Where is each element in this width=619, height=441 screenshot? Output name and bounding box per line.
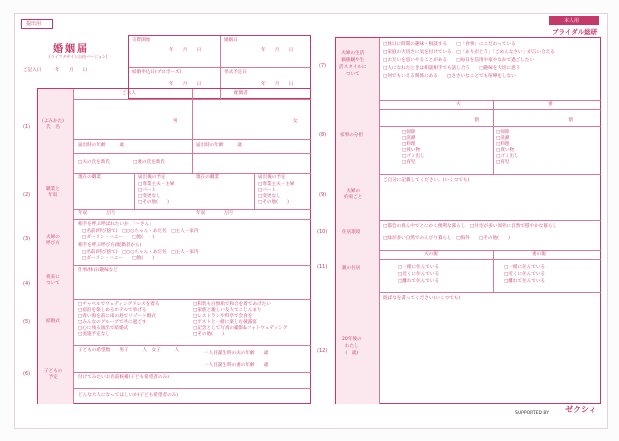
submit-tag [21,19,53,29]
meet-date-value[interactable]: 年 月 日 [169,48,202,53]
brand-logo: ブライダル総研 [552,28,598,36]
left-table: (よみかた) 氏 名 ご本人 配偶者 男 女 届出時の年齢 歳 届出時の年齢 歳 □夫の氏を新氏 □妻の氏を新氏 職業と 年収 現在の職業 届出後の予定 □専業主夫・主婦 □パート □変更なし □その他( ) 現在の職業 届出後の予定 □専業主夫・主婦 □パート □変更なし □その他( ) 年収 万円 年収 万円 夫婦の 呼び方 相手を呼ぶ呼ばれたいか 「～さん」 □名前(呼び捨て) □○○ちゃん・あだ名 □主人・家内 □ダーリン・ハニー □他( ) 相手を呼ぶ呼び方(配偶者から) □名前(呼び捨て) □○○ちゃん・あだ名 □主人・家内 □ダーリン・ハニー □他( ) 将来に ついて 仕事/休日/趣味など 結婚式 □チャペルでウェディングドレスを着る □宿泊を楽しめるホテルで挙げる □青い海を前に南の島でリゾート婚式 □みんなのグループで共に過ごす □心に残る演出で結婚式 □実施予定なし □和装も白無垢で和合を着てあげたい □家族と親しい友人でこじんまり □レストランや料亭で会食を □ゲストと一緒に楽しむ披露宴 □記念として写真の撮影&フォトウェディング □その他( ) 子どもの 予定 子どもの希望数 男子 人 女子 人 一人目誕生時の夫の年齢 歳 一人目誕生時の妻の年齢 歳 付けてみたいお名前候補(子ども希望者のみ) どんな大人になってほしいか(子ども希望者のみ) [37,88,311,404]
submit-tag-text: 提出用 [26,21,42,27]
marriage-form-sheet: 提出用 婚姻届 (ライフデザイン自由バージョン) ご記入日 年 月 日 交際開始 年 月 日 婚姻日 年 月 日 結婚申込日(プロポーズ) 年 月 日 挙式予定日 年 月 日 (よみかた) 氏 名 ご本人 配偶者 男 女 届出時の年齢 歳 届出時の年齢 歳 □夫の氏を新氏 □妻の氏を新氏 職業と 年収 現在の職業 届出後の予定 □専業主夫・主婦 □パート □変更なし □その他( ) 現在の職業 届出後の予定 □専業主夫・主婦 □パート □変更なし □その他( ) 年収 万円 年収 万円 夫婦の 呼び方 相手を呼ぶ呼ばれたいか 「～さん」 □名前(呼び捨て) □○○ちゃん・あだ名 □主人・家内 □ダーリン・ハニー □他( ) 相手を呼ぶ呼び方(配偶者から) □名前(呼び捨て) □○○ちゃん・あだ名 □主人・家内 □ダーリン・ハニー □他( ) 将来に ついて 仕事/休日/趣味など 結婚式 □チャペルでウェディングドレスを着る □宿泊を楽しめるホテルで挙げる □青い海を前に南の島でリゾート婚式 □みんなのグループで共に過ごす □心に残る演出で結婚式 □実施予定なし □和装も白無垢で和合を着てあげたい □家族と親しい友人でこじんまり □レストランや料亭で会食を □ゲストと一緒に楽しむ披露宴 □記念として写真の撮影&フォトウェディング □その他( ) 子どもの 予定 子どもの希望数 男子 人 女子 人 一人目誕生時の夫の年齢 歳 一人目誕生時の妻の年齢 歳 付けてみたいお名前候補(子ども希望者のみ) どんな大人になってほしいか(子ども希望者のみ) (1) (2) (3) (4) (5) (6) 本人用 ブライダル総研 夫婦の生活 価値観や生 活スタイルに ついて □休日に時間の趣味・相談する □「食事」にこだわっている □家庭の大切さに気を付けている □「ありがとう」「ごめんなさい」が言い合える □お互いを思いやることがある □毎日を信用や家やなかで過ごしたい □人になれたときは相談相手でも話し合う □趣味を大切に思う □何でもいえる関係にある □ささいなことでも喧嘩をしない 家事の分担 夫 妻 割 割 □掃除 □洗濯 □料理 □買い物 □ゴミ出し □育児 □掃除 □洗濯 □料理 □買い物 □ゴミ出し □育児 夫婦の 約束ごと ご自分に記載してください。(いくつでも) 住居環境 □都会の真ん中でとにかく便利な暮らし □住宅が多い郊外に自然で穏やかな暮らし □緑が多い自然でのんびり暮らし □海外 □その他( ) 親の住居 夫の親 妻の親 □一緒に住んでいる □近くに住んでいる □離れて住んでいる □一緒に住んでいる □近くに住んでいる □離れて住んでいる 20年後の わたし ( 歳) 既ばなを書ってください(いくつでも) (7) (8) (9) (10) (11) (12) SUPPORTED BY ゼクシィ [14,13,608,429]
check-wife-name[interactable]: □妻の氏を新氏 [133,160,165,165]
row3-label: 夫婦の 呼び方 [38,219,74,265]
wife-job-label: 現在の職業 [196,175,219,180]
row9-label: 夫婦の 約束ごと [336,174,380,220]
honnin-tag: 本人用 [549,16,599,25]
row8-label: 家事の分担 [336,100,380,174]
row4-label: 将来に ついて [38,265,74,299]
wife-header: 配偶者 [234,91,248,96]
doc-subtitle: (ライフデザイン自由バージョン) [49,54,108,59]
supported-by: SUPPORTED BY [515,411,549,416]
ceremony-label: 挙式予定日 [224,70,247,75]
row11-label: 親の住居 [336,250,380,292]
meet-date-label: 交際開始 [132,38,151,43]
gender-m: 男 [173,119,178,124]
sponsor-logo: ゼクシィ [565,405,597,414]
row6-label: 子どもの 予定 [38,345,74,404]
husband-header: ご本人 [122,91,136,96]
wedding-date-label: 婚姻日 [224,38,238,43]
gender-f: 女 [293,119,298,124]
promise-text[interactable]: ご自分に記載してください。(いくつでも) [383,178,470,183]
doc-title: 婚姻届 [53,44,89,55]
check-husband-name[interactable]: □夫の氏を新氏 [78,160,110,165]
row12-label: 20年後の わたし ( 歳) [336,292,380,404]
row5-label: 結婚式 [38,299,74,345]
wife-age[interactable]: 届出時の年齢 歳 [196,143,242,148]
husband-future-label: 届出後の予定 [138,175,166,180]
housework-husband: 夫 [456,102,461,107]
husband-age[interactable]: 届出時の年齢 歳 [78,143,124,148]
submit-date: ご記入日 年 月 日 [23,68,88,73]
row10-label: 住居環境 [336,220,380,250]
propose-label: 結婚申込日(プロポーズ) [132,70,182,75]
husband-job-label: 現在の職業 [78,175,101,180]
wife-income[interactable]: 年収 万円 [196,211,233,216]
future-text[interactable]: 仕事/休日/趣味など [78,268,118,273]
husband-income[interactable]: 年収 万円 [78,211,115,216]
ceremony-date-value[interactable]: 年 月 日 [261,82,294,87]
future-self-text[interactable]: 既ばなを書ってください(いくつでも) [383,296,461,301]
row7-label: 夫婦の生活 価値観や生 活スタイルに ついて [336,38,380,100]
right-table: 夫婦の生活 価値観や生 活スタイルに ついて □休日に時間の趣味・相談する □「食事」にこだわっている □家庭の大切さに気を付けている □「ありがとう」「ごめんなさい」が言い合える □お互いを思いやることがある □毎日を信用や家やなかで過ごしたい □人になれたときは相談相手でも話し合う □趣味を大切に思う □何でもいえる関係にある □ささいなことでも喧嘩をしない 家事の分担 夫 妻 割 割 □掃除 □洗濯 □料理 □買い物 □ゴミ出し □育児 □掃除 □洗濯 □料理 □買い物 □ゴミ出し □育児 夫婦の 約束ごと ご自分に記載してください。(いくつでも) 住居環境 □都会の真ん中でとにかく便利な暮らし □住宅が多い郊外に自然で穏やかな暮らし □緑が多い自然でのんびり暮らし □海外 □その他( ) 親の住居 夫の親 妻の親 □一緒に住んでいる □近くに住んでいる □離れて住んでいる □一緒に住んでいる □近くに住んでいる □離れて住んでいる 20年後の わたし ( 歳) 既ばなを書ってください(いくつでも) [335,37,601,404]
row2-label: 職業と 年収 [38,173,74,219]
propose-date-value[interactable]: 年 月 日 [169,82,202,87]
row1-label: (よみかた) 氏 名 [38,89,74,173]
housework-wife: 妻 [548,102,553,107]
wedding-date-value[interactable]: 年 月 日 [261,48,294,53]
